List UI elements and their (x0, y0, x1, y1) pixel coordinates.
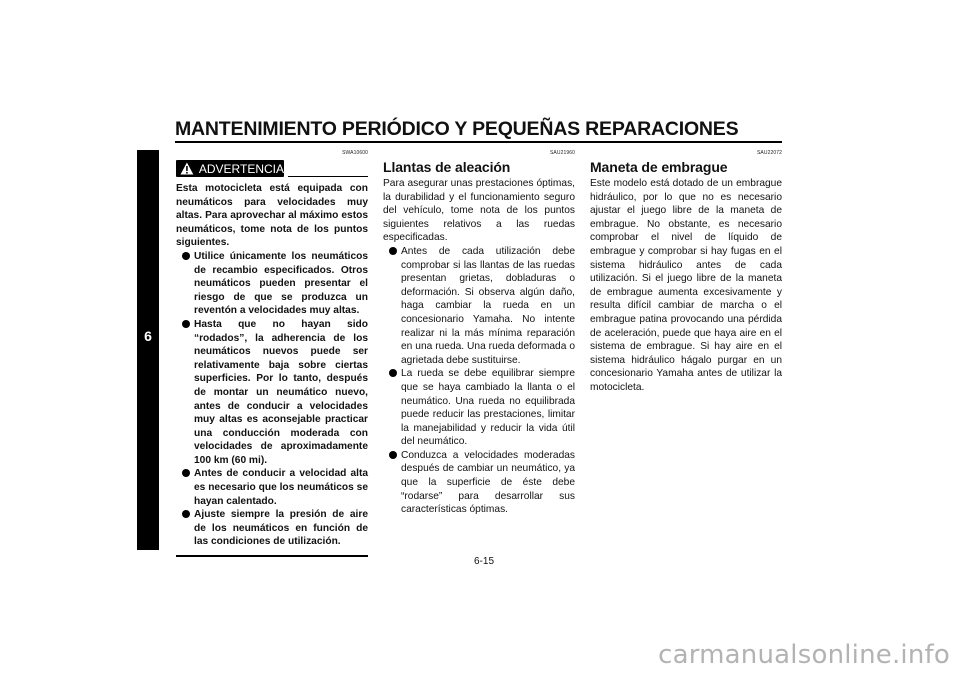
clutch-code: SAU22072 (757, 150, 782, 156)
list-item: Antes de conducir a velocidad alta es necesario que los neumáticos se hayan calentado. (176, 467, 368, 508)
bullet-icon (389, 369, 397, 377)
page-title: MANTENIMIENTO PERIÓDICO Y PEQUEÑAS REPARACIONES (175, 118, 739, 140)
warning-badge (176, 160, 284, 177)
warning-header (176, 160, 368, 182)
warning-list (176, 250, 368, 549)
warning-end-rule (176, 555, 368, 557)
wheels-title: Llantas de aleación (383, 159, 511, 175)
bullet-icon (389, 451, 397, 459)
list-item: Utilice únicamente los neumáticos de recambio especificados. Otros neumáticos pueden presentar el riesgo de que se produzca un reventón a velocidades muy altas. (176, 250, 368, 318)
clutch-title: Maneta de embrague (590, 159, 728, 175)
list-item: Ajuste siempre la presión de aire de los neumáticos en función de las condiciones de utilización. (176, 508, 368, 549)
bullet-icon (389, 247, 397, 255)
warning-triangle-icon (180, 162, 194, 175)
wheels-list (383, 245, 575, 517)
wheels-code: SAU21960 (550, 150, 575, 156)
bullet-icon (182, 510, 190, 518)
list-item: Conduzca a velocidades moderadas después de cambiar un neumático, ya que la superficie de éste debe “rodarse” para desarrollar sus características óptimas. (383, 449, 575, 517)
bullet-icon (182, 469, 190, 477)
chapter-tab-label: 6 (144, 328, 152, 344)
list-item: Antes de cada utilización debe comprobar si las llantas de las ruedas presentan grietas, dobladuras o deformación. Si observa algún daño, haga cambiar la rueda en un concesionario Yamaha. No intente realizar ni la más mínima reparación en una rueda. Una rueda deformada o agrietada debe sustituirse. (383, 245, 575, 367)
bullet-icon (182, 320, 190, 328)
warning-column (176, 150, 368, 557)
warning-code: SWA10600 (342, 150, 368, 156)
watermark: carmanualsonline.info (658, 640, 950, 670)
page-number: 6-15 (473, 556, 494, 567)
warning-label: ADVERTENCIA (198, 161, 284, 176)
bullet-icon (182, 252, 190, 260)
clutch-body: Este modelo está dotado de un embrague hidráulico, por lo que no es necesario ajustar el juego libre de la maneta de embrague. No obstante, es necesario comprobar el nivel de líquido de embrague y comprobar si hay fugas en el sistema hidráulico antes de cada utilización. Si el juego libre de la maneta de embrague aumenta excesivamente y resulta difícil cambiar de marcha o el embrague patina provocando una pérdida de aceleración, puede que haya aire en el sistema de embrague. Si hay aire en el sistema hidráulico hágalo purgar en un concesionario Yamaha antes de utilizar la motocicleta. (590, 178, 782, 393)
warning-header-rule (288, 176, 368, 177)
wheels-intro: Para asegurar unas prestaciones óptimas, la durabilidad y el funcionamiento seguro del vehículo, tome nota de los puntos siguientes relativos a las ruedas especificadas. (383, 178, 575, 244)
title-rule (175, 141, 782, 143)
list-item: La rueda se debe equilibrar siempre que se haya cambiado la llanta o el neumático. Una rueda no equilibrada puede reducir las prestaciones, limitar la manejabilidad y reducir la vida útil del neumático. (383, 367, 575, 449)
wheels-column (383, 150, 575, 517)
chapter-tab (137, 150, 159, 550)
clutch-column (590, 150, 782, 395)
list-item: Hasta que no hayan sido “rodados”, la adherencia de los neumáticos nuevos puede ser relativamente baja sobre ciertas superficies. Por lo tanto, después de montar un neumático nuevo, antes de conducir a velocidades muy altas es aconsejable practicar una conducción moderada con velocidades de aproximadamente 100 km (60 mi). (176, 318, 368, 468)
warning-intro: Esta motocicleta está equipada con neumáticos para velocidades muy altas. Para aprovechar al máximo estos neumáticos, tome nota de los puntos siguientes. (176, 183, 368, 249)
